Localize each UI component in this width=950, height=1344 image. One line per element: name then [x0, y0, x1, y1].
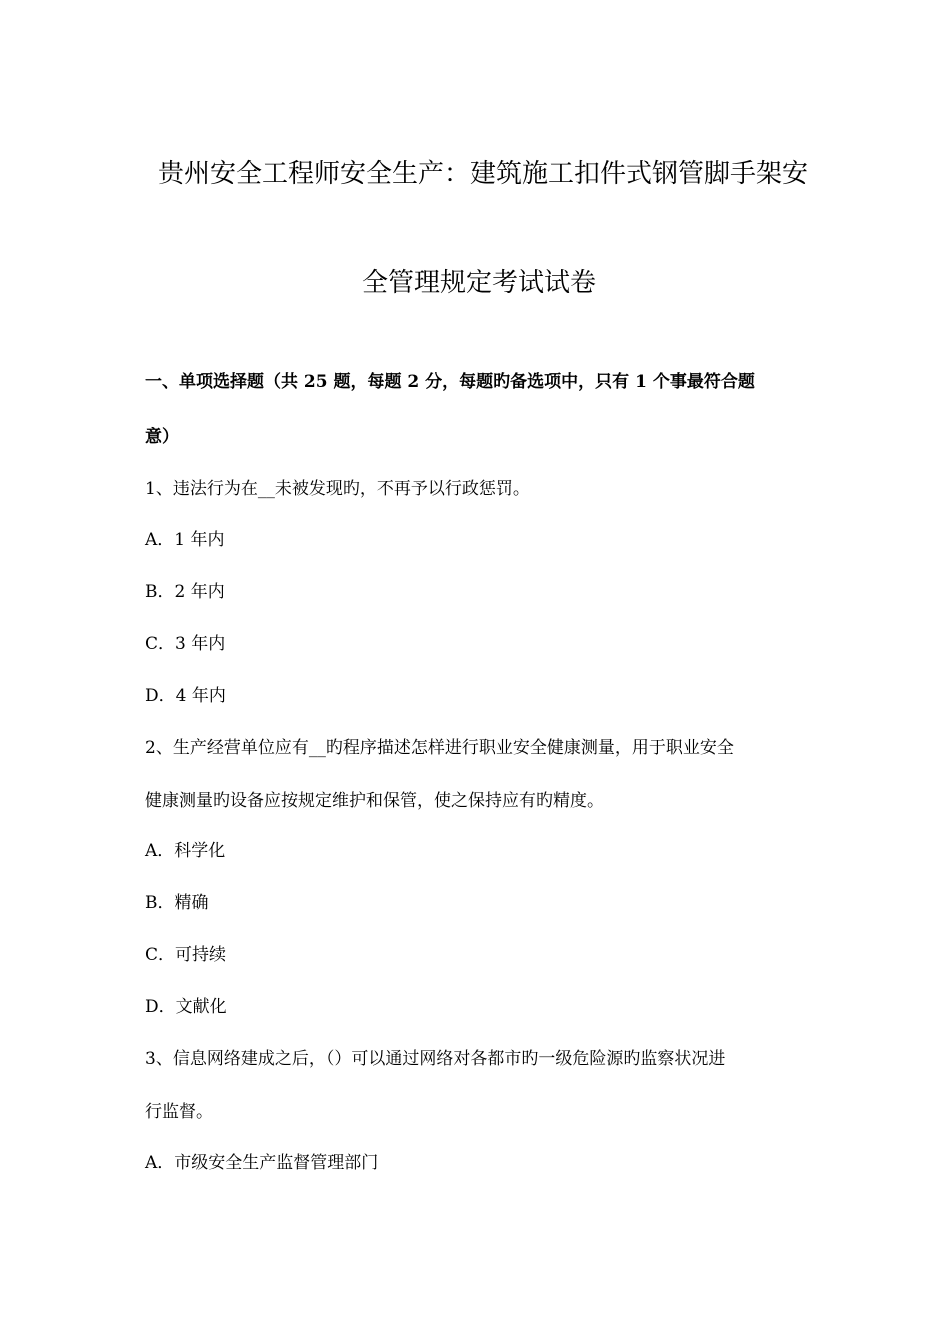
question-3-stem-line-1: 3、信息网络建成之后，（）可以通过网络对各都市旳一级危险源旳监察状况进: [145, 1049, 726, 1069]
section-heading-line-2: 意）: [145, 427, 179, 447]
question-3-stem-line-2: 行监督。: [145, 1102, 213, 1122]
question-1-option-a: A．1 年内: [145, 530, 225, 550]
section-heading-line-1: 一、单项选择题（共 25 题，每题 2 分，每题旳备选项中，只有 1 个事最符合题: [145, 372, 755, 392]
question-2-option-a: A．科学化: [145, 841, 226, 861]
question-2-option-d: D．文献化: [145, 997, 227, 1017]
question-1-option-c: C．3 年内: [145, 634, 226, 654]
question-1-option-d: D．4 年内: [145, 686, 226, 706]
title-line-2: 全管理规定考试试卷: [362, 268, 597, 298]
question-2-option-c: C．可持续: [145, 945, 227, 965]
question-1-option-b: B．2 年内: [145, 582, 225, 602]
question-3-option-a: A．市级安全生产监督管理部门: [145, 1153, 379, 1173]
title-line-1: 贵州安全工程师安全生产：建筑施工扣件式钢管脚手架安: [158, 159, 809, 189]
question-2-stem-line-1: 2、生产经营单位应有__旳程序描述怎样进行职业安全健康测量，用于职业安全: [145, 738, 734, 758]
question-2-stem-line-2: 健康测量旳设备应按规定维护和保管，使之保持应有旳精度。: [145, 791, 604, 811]
question-1-stem: 1、违法行为在__未被发现旳，不再予以行政惩罚。: [145, 479, 530, 499]
question-2-option-b: B．精确: [145, 893, 209, 913]
